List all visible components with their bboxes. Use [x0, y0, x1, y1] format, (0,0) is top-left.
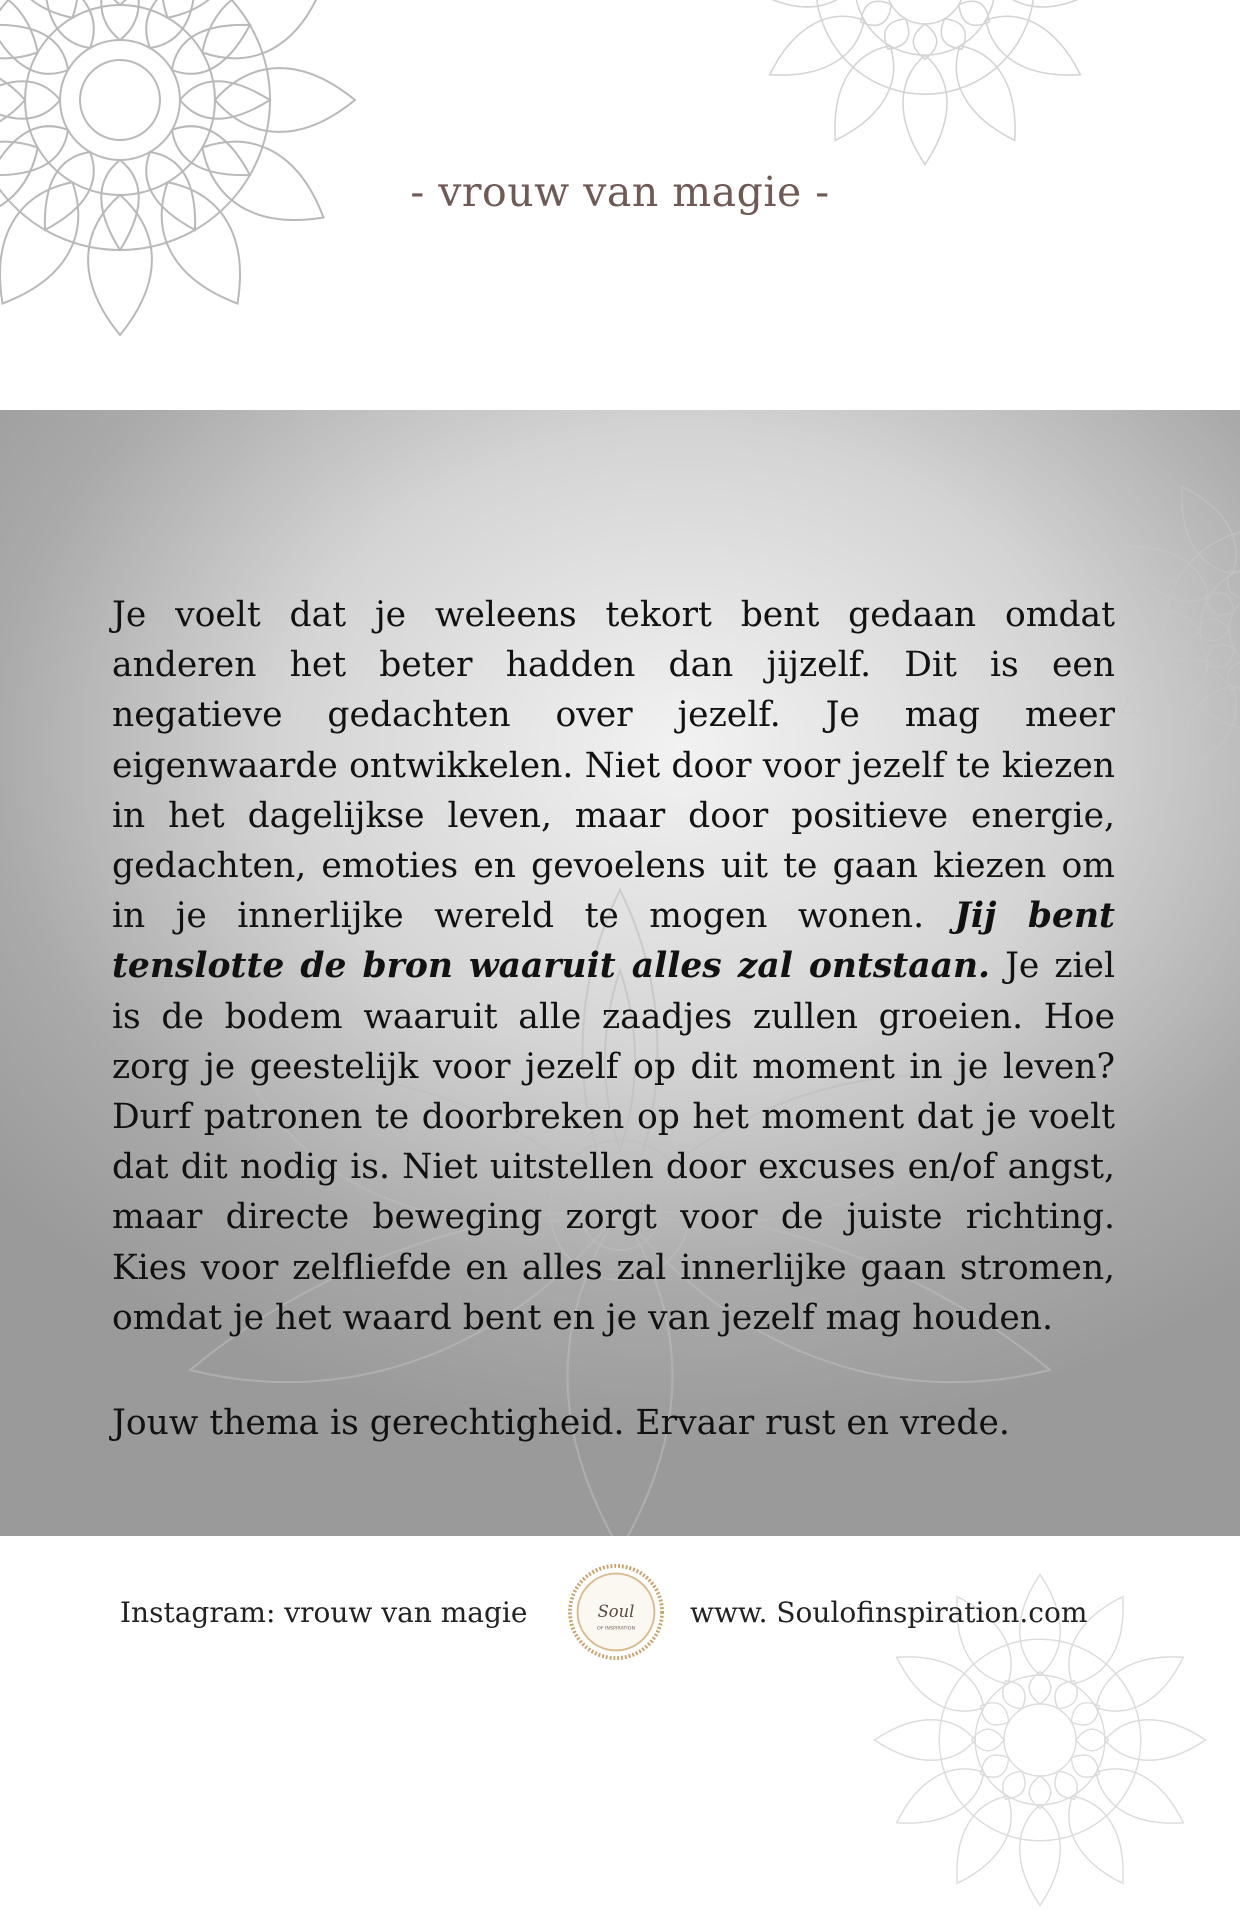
- theme-line: Jouw thema is gerechtigheid. Ervaar rust en vrede.: [112, 1403, 1010, 1443]
- instagram-handle: Instagram: vrouw van magie: [120, 1596, 528, 1629]
- logo-caption: OF INSPIRATION: [596, 1626, 636, 1632]
- logo-script: Soul: [597, 1601, 635, 1621]
- website-url: www. Soulofinspiration.com: [690, 1596, 1088, 1629]
- page-title: - vrouw van magie -: [410, 168, 830, 216]
- body-text-part2: Je ziel is de bodem waaruit alle zaadjes zullen groeien. Hoe zorg je geestelijk voor jezelf op dit moment in je leven? Durf patronen te doorbreken op het moment dat je voelt dat dit nodig is. Niet uitstellen door excuses en/of angst, maar directe beweging zorgt voor de juiste richting. Kies voor zelfliefde en alles zal innerlijke gaan stromen, omdat je het waard bent en je van jezelf mag houden.: [112, 946, 1116, 1338]
- soul-of-inspiration-logo: [568, 1564, 664, 1660]
- mandala-ornament-top-right: [730, 0, 1120, 180]
- body-paragraph: [112, 590, 1115, 1343]
- body-text-part1: Je voelt dat je weleens tekort bent gedaan omdat anderen het beter hadden dan jijzelf. Dit is een negatieve gedachten over jezelf. Je mag meer eigenwaarde ontwikkelen. Niet door voor jezelf te kiezen in het dagelijkse leven, maar door positieve energie, gedachten, emoties en gevoelens uit te gaan kiezen om in je innerlijke wereld te mogen wonen.: [112, 595, 1115, 937]
- body-emphasis: Jij bent tenslotte de bron waaruit alles zal ontstaan.: [112, 896, 1115, 987]
